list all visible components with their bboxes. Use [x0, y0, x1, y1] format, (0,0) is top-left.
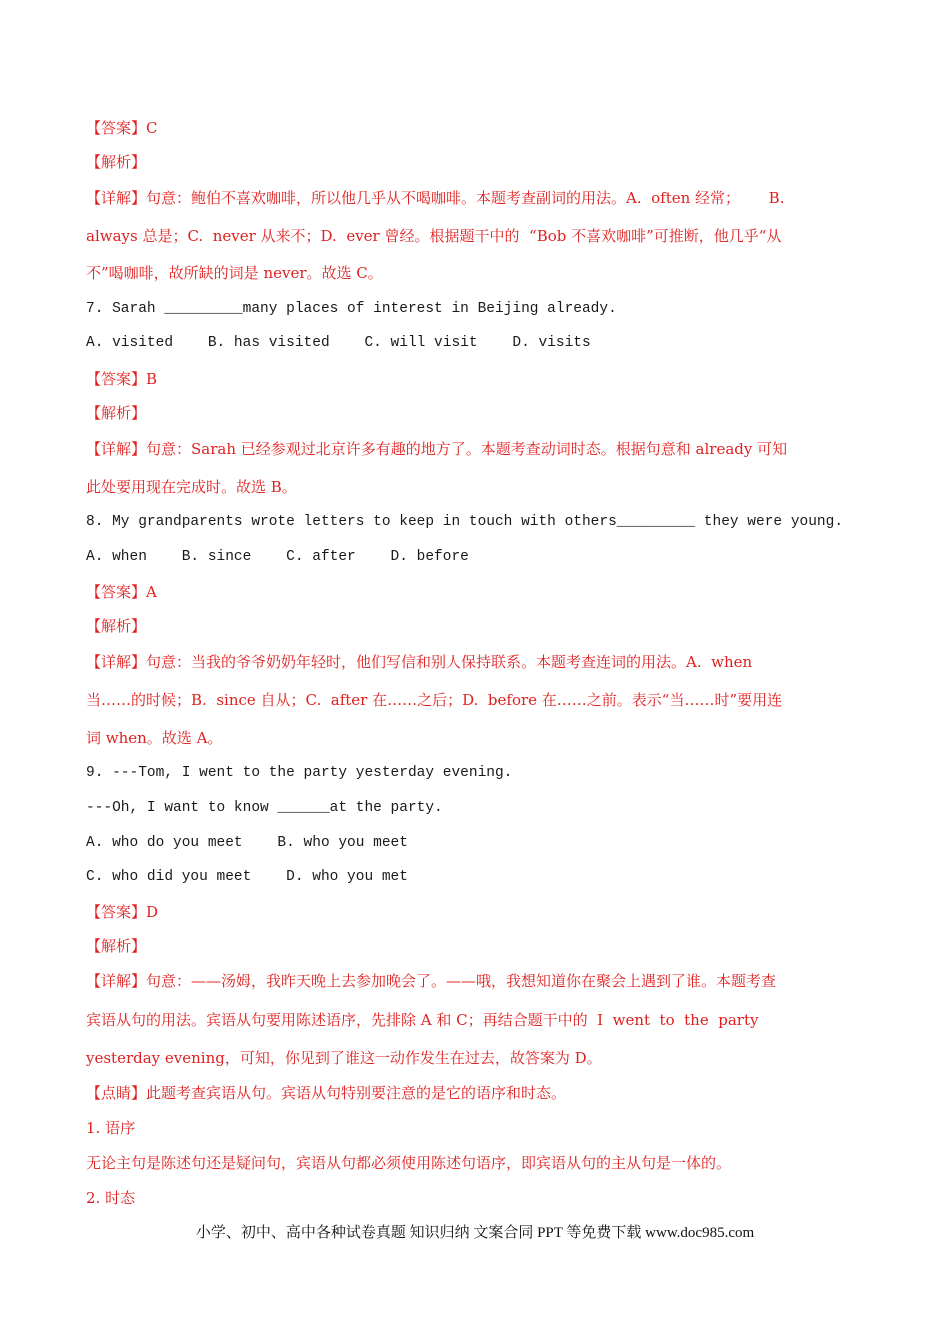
q7-detail-line-1: 【详解】句意：Sarah 已经参观过北京许多有趣的地方了。本题考查动词时态。根据句意和 already 可知 [86, 440, 788, 458]
q8-analysis-label: 【解析】 [86, 617, 147, 635]
q6-detail-line-2: always 总是；C. never 从来不；D. ever 曾经。根据题干中的 “Bob 不喜欢咖啡”可推断，他几乎“从 [86, 227, 782, 245]
q9-point2-title: 2. 时态 [86, 1189, 136, 1207]
q8-detail-line-3: 词 when。故选 A。 [86, 729, 223, 747]
q7-answer: 【答案】B [86, 370, 158, 388]
q6-detail-line-1: 【详解】句意：鲍伯不喜欢咖啡，所以他几乎从不喝咖啡。本题考查副词的用法。A. often 经常； B. [86, 189, 785, 207]
q9-question-line-2: ---Oh, I want to know ______at the party. [86, 800, 443, 816]
q9-analysis-label: 【解析】 [86, 937, 147, 955]
q9-options-line-1: A. who do you meet B. who you meet [86, 835, 408, 851]
q9-detail-line-1: 【详解】句意：——汤姆，我昨天晚上去参加晚会了。——哦，我想知道你在聚会上遇到了谁。本题考查 [86, 972, 777, 990]
q9-detail-line-2: 宾语从句的用法。宾语从句要用陈述语序，先排除 A 和 C；再结合题干中的 I went to the party [86, 1011, 759, 1029]
q7-analysis-label: 【解析】 [86, 404, 147, 422]
q7-detail-line-2: 此处要用现在完成时。故选 B。 [86, 478, 297, 496]
q7-question: 7. Sarah _________many places of interest in Beijing already. [86, 301, 617, 317]
q7-options: A. visited B. has visited C. will visit D. visits [86, 335, 591, 351]
q9-options-line-2: C. who did you meet D. who you met [86, 869, 408, 885]
q8-options: A. when B. since C. after D. before [86, 549, 469, 565]
q8-detail-line-1: 【详解】句意：当我的爷爷奶奶年轻时，他们写信和别人保持联系。本题考查连词的用法。A. when [86, 653, 753, 671]
q9-question-line-1: 9. ---Tom, I went to the party yesterday evening. [86, 765, 513, 781]
q6-detail-line-3: 不”喝咖啡，故所缺的词是 never。故选 C。 [86, 264, 383, 282]
q9-answer: 【答案】D [86, 903, 159, 921]
q6-answer: 【答案】C [86, 119, 158, 137]
q6-analysis-label: 【解析】 [86, 153, 147, 171]
q8-detail-line-2: 当……的时候；B. since 自从；C. after 在……之后；D. before 在……之前。表示“当……时”要用连 [86, 691, 783, 709]
page-footer: 小学、初中、高中各种试卷真题 知识归纳 文案合同 PPT 等免费下载 www.doc985.com [195, 1225, 755, 1241]
q9-point1-text: 无论主句是陈述句还是疑问句，宾语从句都必须使用陈述句语序，即宾语从句的主从句是一体的。 [86, 1154, 732, 1172]
q9-detail-line-3: yesterday evening，可知，你见到了谁这一动作发生在过去，故答案为 D。 [86, 1049, 602, 1067]
q8-answer: 【答案】A [86, 583, 157, 601]
q9-tip: 【点睛】此题考查宾语从句。宾语从句特别要注意的是它的语序和时态。 [86, 1084, 567, 1102]
q8-question: 8. My grandparents wrote letters to keep in touch with others_________ they were young. [86, 514, 844, 530]
q9-point1-title: 1. 语序 [86, 1119, 136, 1137]
